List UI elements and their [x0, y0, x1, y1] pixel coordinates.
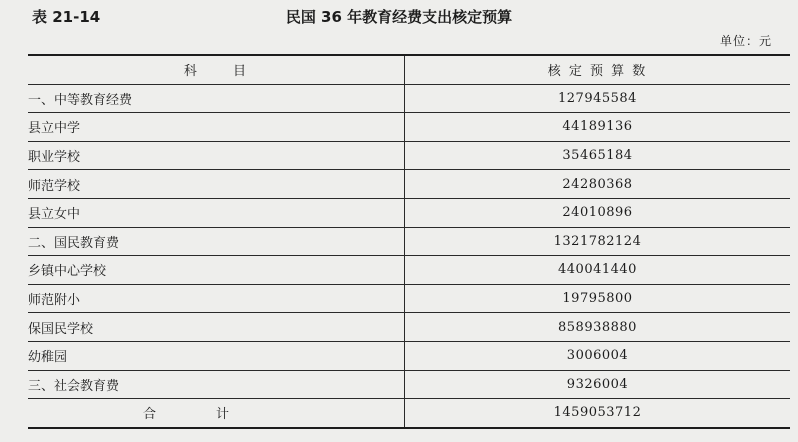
- table-header-row: [28, 55, 790, 84]
- row-item-label: 二、国民教育费: [28, 227, 405, 256]
- row-item-label: 县立中学: [28, 113, 405, 142]
- row-amount: 1321782124: [405, 227, 791, 256]
- total-label: 合计: [28, 399, 405, 428]
- row-item-label: 县立女中: [28, 198, 405, 227]
- column-header-item: 科 目: [28, 55, 405, 84]
- row-amount: 127945584: [405, 84, 791, 113]
- row-item-label: 一、中等教育经费: [28, 84, 405, 113]
- total-amount: 1459053712: [405, 399, 791, 428]
- row-item-label: 师范学校: [28, 170, 405, 199]
- row-amount: 44189136: [405, 113, 791, 142]
- table-row: [28, 284, 790, 313]
- table-row: [28, 341, 790, 370]
- row-amount: 24010896: [405, 198, 791, 227]
- row-amount: 3006004: [405, 341, 791, 370]
- row-amount: 24280368: [405, 170, 791, 199]
- row-item-label: 三、社会教育费: [28, 370, 405, 399]
- row-amount: 9326004: [405, 370, 791, 399]
- row-item-label: 师范附小: [28, 284, 405, 313]
- table-row: [28, 370, 790, 399]
- unit-label: 单位：元: [719, 34, 772, 48]
- table-row: [28, 256, 790, 285]
- row-amount: 35465184: [405, 141, 791, 170]
- budget-table: [28, 54, 790, 429]
- total-row: [28, 399, 790, 428]
- table-row: [28, 84, 790, 113]
- row-item-label: 乡镇中心学校: [28, 256, 405, 285]
- row-amount: 440041440: [405, 256, 791, 285]
- table-body: [28, 84, 790, 428]
- table-row: [28, 170, 790, 199]
- column-header-amount: 核 定 预 算 数: [405, 55, 791, 84]
- table-row: [28, 113, 790, 142]
- page-title: 民国 36 年教育经费支出核定预算: [285, 8, 513, 26]
- table-row: [28, 141, 790, 170]
- row-item-label: 幼稚园: [28, 341, 405, 370]
- row-item-label: 职业学校: [28, 141, 405, 170]
- row-amount: 858938880: [405, 313, 791, 342]
- row-item-label: 保国民学校: [28, 313, 405, 342]
- table-row: [28, 313, 790, 342]
- table-row: [28, 198, 790, 227]
- table-number: 表 21-14: [32, 8, 101, 26]
- table-row: [28, 227, 790, 256]
- row-amount: 19795800: [405, 284, 791, 313]
